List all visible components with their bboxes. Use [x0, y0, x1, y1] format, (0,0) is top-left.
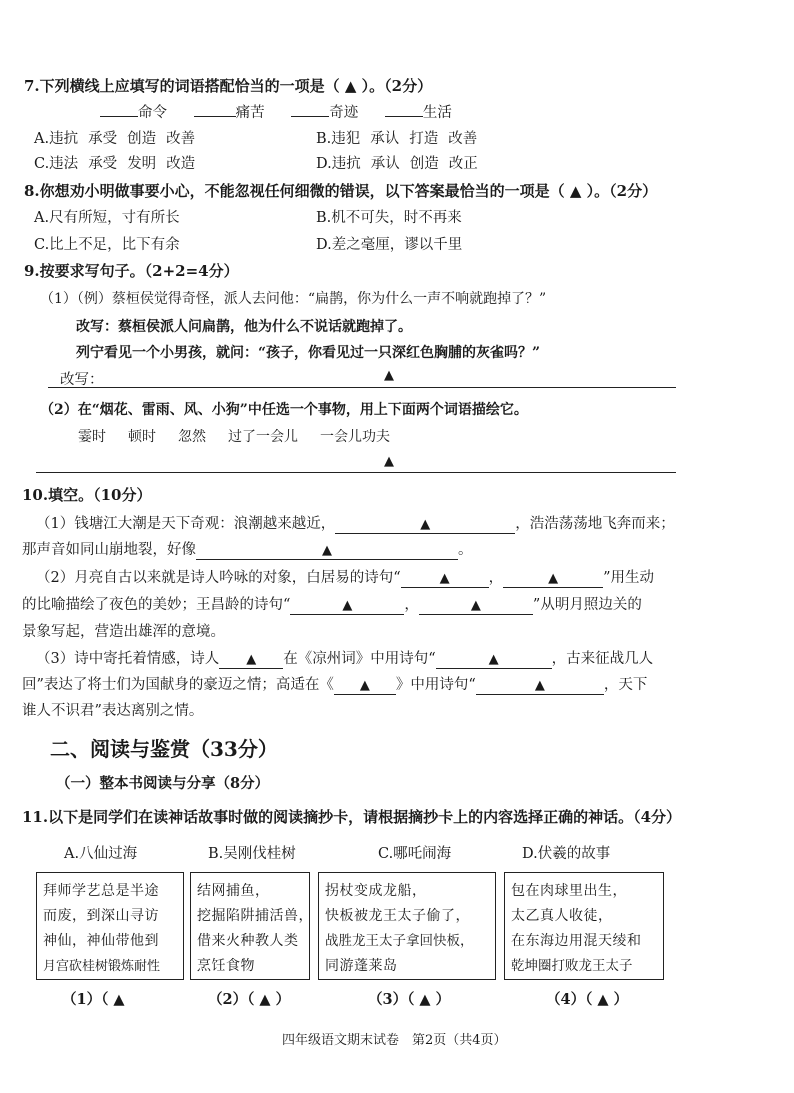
q8-option-d: D.差之毫厘，谬以千里 — [316, 237, 463, 253]
section-2-subtitle: （一）整本书阅读与分享（8分） — [56, 775, 270, 792]
q7-option-d: D.违抗 承认 创造 改正 — [316, 156, 478, 172]
q11-answer-3[interactable]: （3）（ ▲ ） — [368, 991, 451, 1008]
q10-stem: 10.填空。（10分） — [22, 486, 152, 504]
q9-part1-sentence: 列宁看见一个小男孩，就问：“孩子，你看见过一只深红色胸脯的灰雀吗？” — [76, 345, 541, 361]
q11-choice-c: C.哪吒闹海 — [378, 846, 452, 862]
q8-option-c: C.比上不足，比下有余 — [34, 237, 180, 253]
q10-blank-5[interactable]: ▲ — [290, 597, 404, 615]
q11-card-1: 拜师学艺总是半途 而废，到深山寻访 神仙，神仙带他到 月宫砍桂树锻炼耐性 — [36, 872, 184, 980]
q10-part1-line2: 那声音如同山崩地裂，好像 ▲ 。 — [22, 542, 473, 558]
q10-blank-2[interactable]: ▲ — [196, 542, 458, 560]
q11-stem: 11.以下是同学们在读神话故事时做的阅读摘抄卡，请根据摘抄卡上的内容选择正确的神话。（4分） — [22, 808, 682, 826]
q9-part2-answer-line[interactable] — [36, 472, 676, 473]
q11-card-2: 结网捕鱼， 挖掘陷阱捕活兽， 借来火种教人类 烹饪食物 — [190, 872, 310, 980]
q7-stem: 7.下列横线上应填写的词语搭配恰当的一项是（ ▲ ）。（2分） — [24, 77, 433, 95]
q11-answer-1[interactable]: （1）（ ▲ — [62, 991, 125, 1008]
q10-blank-10[interactable]: ▲ — [476, 677, 604, 695]
q10-blank-6[interactable]: ▲ — [419, 597, 533, 615]
q9-part1-answer-mark: ▲ — [384, 368, 394, 383]
q10-part2-line1: （2）月亮自古以来就是诗人吟咏的对象，白居易的诗句“ ▲ ， ▲ ”用生动 — [36, 570, 655, 586]
q10-blank-4[interactable]: ▲ — [503, 570, 603, 588]
q10-blank-7[interactable]: ▲ — [219, 651, 283, 669]
q9-part1-rewrite-label: 改写： — [60, 372, 104, 388]
section-2-title: 二、阅读与鉴赏（33分） — [50, 737, 278, 761]
q11-choice-d: D.伏羲的故事 — [522, 846, 611, 862]
q11-answer-2[interactable]: （2）（ ▲ ） — [208, 991, 291, 1008]
q8-stem: 8.你想劝小明做事要小心，不能忽视任何细微的错误，以下答案最恰当的一项是（ ▲ ）。（2分） — [24, 182, 658, 200]
q10-blank-1[interactable]: ▲ — [335, 516, 515, 534]
page-footer: 四年级语文期末试卷 第2页（共4页） — [282, 1033, 507, 1048]
q9-part2-answer-mark: ▲ — [384, 454, 394, 469]
q7-word-3: 奇迹 — [329, 105, 359, 121]
q11-choice-a: A.八仙过海 — [64, 846, 138, 862]
q7-option-b: B.违犯 承认 打造 改善 — [316, 131, 478, 147]
q10-blank-9[interactable]: ▲ — [334, 677, 396, 695]
q7-option-c: C.违法 承受 发明 改造 — [34, 156, 196, 172]
q7-option-a: A.违抗 承受 创造 改善 — [34, 131, 196, 147]
q9-part1-example: （1）（例）蔡桓侯觉得奇怪，派人去问他：“扁鹊，你为什么一声不响就跑掉了？” — [40, 291, 547, 307]
q10-blank-3[interactable]: ▲ — [401, 570, 489, 588]
q9-part1-answer-line[interactable] — [48, 387, 676, 388]
q10-part3-line3: 谁人不识君”表达离别之情。 — [22, 703, 204, 719]
q11-answer-4[interactable]: （4）（ ▲ ） — [546, 991, 629, 1008]
q9-part1-rewrite-example: 改写：蔡桓侯派人问扁鹊，他为什么不说话就跑掉了。 — [76, 319, 412, 335]
q8-option-a: A.尺有所短，寸有所长 — [34, 210, 180, 226]
q7-word-2: 痛苦 — [235, 105, 265, 121]
q9-part2: （2）在“烟花、雷雨、风、小狗”中任选一个事物，用上下面两个词语描绘它。 — [40, 402, 528, 418]
q7-word-4: 生活 — [422, 105, 452, 121]
q11-card-4: 包在肉球里出生， 太乙真人收徒， 在东海边用混天绫和 乾坤圈打败龙王太子 — [504, 872, 664, 980]
q11-card-3: 拐杖变成龙船， 快板被龙王太子偷了， 战胜龙王太子拿回快板， 同游蓬莱岛 — [318, 872, 496, 980]
q10-part2-line2: 的比喻描绘了夜色的美妙；王昌龄的诗句“ ▲ ， ▲ ”从明月照边关的 — [22, 597, 642, 613]
q7-word-1: 命令 — [138, 105, 167, 121]
q10-part1-line1: （1）钱塘江大潮是天下奇观：浪潮越来越近， ▲ ，浩浩荡荡地飞奔而来； — [36, 516, 675, 532]
q9-part2-words: 霎时 顿时 忽然 过了一会儿 一会儿功夫 — [78, 429, 390, 445]
q7-words — [100, 101, 452, 122]
q10-blank-8[interactable]: ▲ — [436, 651, 552, 669]
q10-part3-line2: 回”表达了将士们为国献身的豪迈之情；高适在《 ▲ 》中用诗句“ ▲ ，天下 — [22, 677, 648, 693]
q8-option-b: B.机不可失，时不再来 — [316, 210, 462, 226]
q10-part3-line1: （3）诗中寄托着情感，诗人 ▲ 在《凉州词》中用诗句“ ▲ ，古来征战几人 — [36, 651, 654, 667]
q9-stem: 9.按要求写句子。（2+2=4分） — [24, 262, 239, 280]
q11-choice-b: B.吴刚伐桂树 — [208, 846, 296, 862]
q10-part2-line3: 景象写起，营造出雄浑的意境。 — [22, 624, 225, 640]
